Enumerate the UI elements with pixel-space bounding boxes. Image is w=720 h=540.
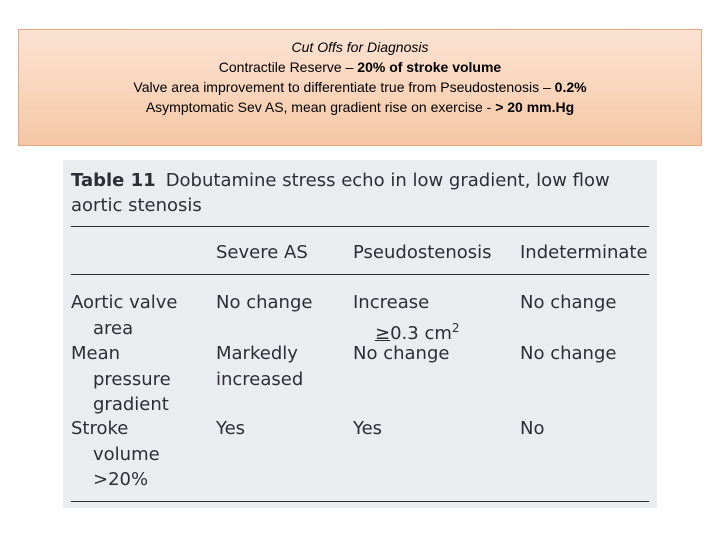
callout-line3-text: Asymptomatic Sev AS, mean gradient rise on exercise - (145, 99, 496, 115)
header-indeterminate: Indeterminate (520, 242, 648, 263)
callout-line-asymptomatic (19, 97, 701, 117)
row2-severe-line1: Markedly (216, 343, 298, 364)
callout-line-valve-area (19, 77, 701, 97)
row3-severe: Yes (216, 418, 246, 439)
callout-line-contractile-reserve (19, 57, 701, 77)
callout-line2-text: Valve area improvement to differentiate true from Pseudostenosis – (133, 79, 555, 95)
row3-label-line3: >20% (93, 469, 149, 490)
row2-severe-line2: increased (216, 368, 304, 390)
row1-label-line2: area (93, 317, 134, 339)
row2-label-line2: pressure (93, 368, 171, 390)
row1-indeterminate: No change (520, 292, 617, 313)
row2-pseudo: No change (353, 343, 450, 364)
table-bottom-rule (71, 501, 649, 502)
table-caption-line2: aortic stenosis (71, 195, 202, 216)
row2-label-line3: gradient (93, 394, 169, 415)
row1-pseudo-sup: 2 (451, 320, 460, 335)
row3-indeterminate: No (520, 418, 545, 439)
header-severe-as: Severe AS (216, 242, 308, 263)
row-label-stroke-volume (71, 416, 160, 493)
callout-title: Cut Offs for Diagnosis (291, 39, 429, 55)
row1-pseudo-value: 0.3 cm (390, 322, 452, 344)
callout-line1-text: Contractile Reserve – (218, 59, 358, 75)
callout-line2-value: 0.2% (554, 79, 587, 95)
row1-label-line1: Aortic valve (71, 292, 178, 313)
dobutamine-table (63, 160, 657, 508)
header-rule (71, 274, 649, 275)
row2-indeterminate: No change (520, 343, 617, 364)
row3-label-line2: volume (93, 443, 160, 465)
row3-label-line1: Stroke (71, 418, 129, 439)
row3-pseudo: Yes (353, 418, 383, 439)
row-label-aortic-valve-area (71, 290, 178, 341)
row1-pseudo-line1: Increase (353, 292, 430, 313)
cutoffs-callout (18, 29, 702, 146)
header-pseudostenosis: Pseudostenosis (353, 242, 492, 263)
row1-pseudo (353, 290, 460, 346)
table-top-rule (71, 226, 649, 227)
callout-line3-value: > 20 mm.Hg (495, 99, 575, 115)
table-number: Table 11 (71, 170, 156, 191)
row2-severe (216, 341, 303, 392)
row2-label-line1: Mean (71, 343, 121, 364)
row1-severe: No change (216, 292, 313, 313)
greater-equal-sign: ≥ (375, 322, 391, 344)
table-caption (71, 168, 651, 218)
callout-line1-value: 20% of stroke volume (357, 59, 502, 75)
table-caption-line1: Dobutamine stress echo in low gradient, low flow (165, 170, 610, 191)
row-label-mean-pressure-gradient (71, 341, 171, 418)
